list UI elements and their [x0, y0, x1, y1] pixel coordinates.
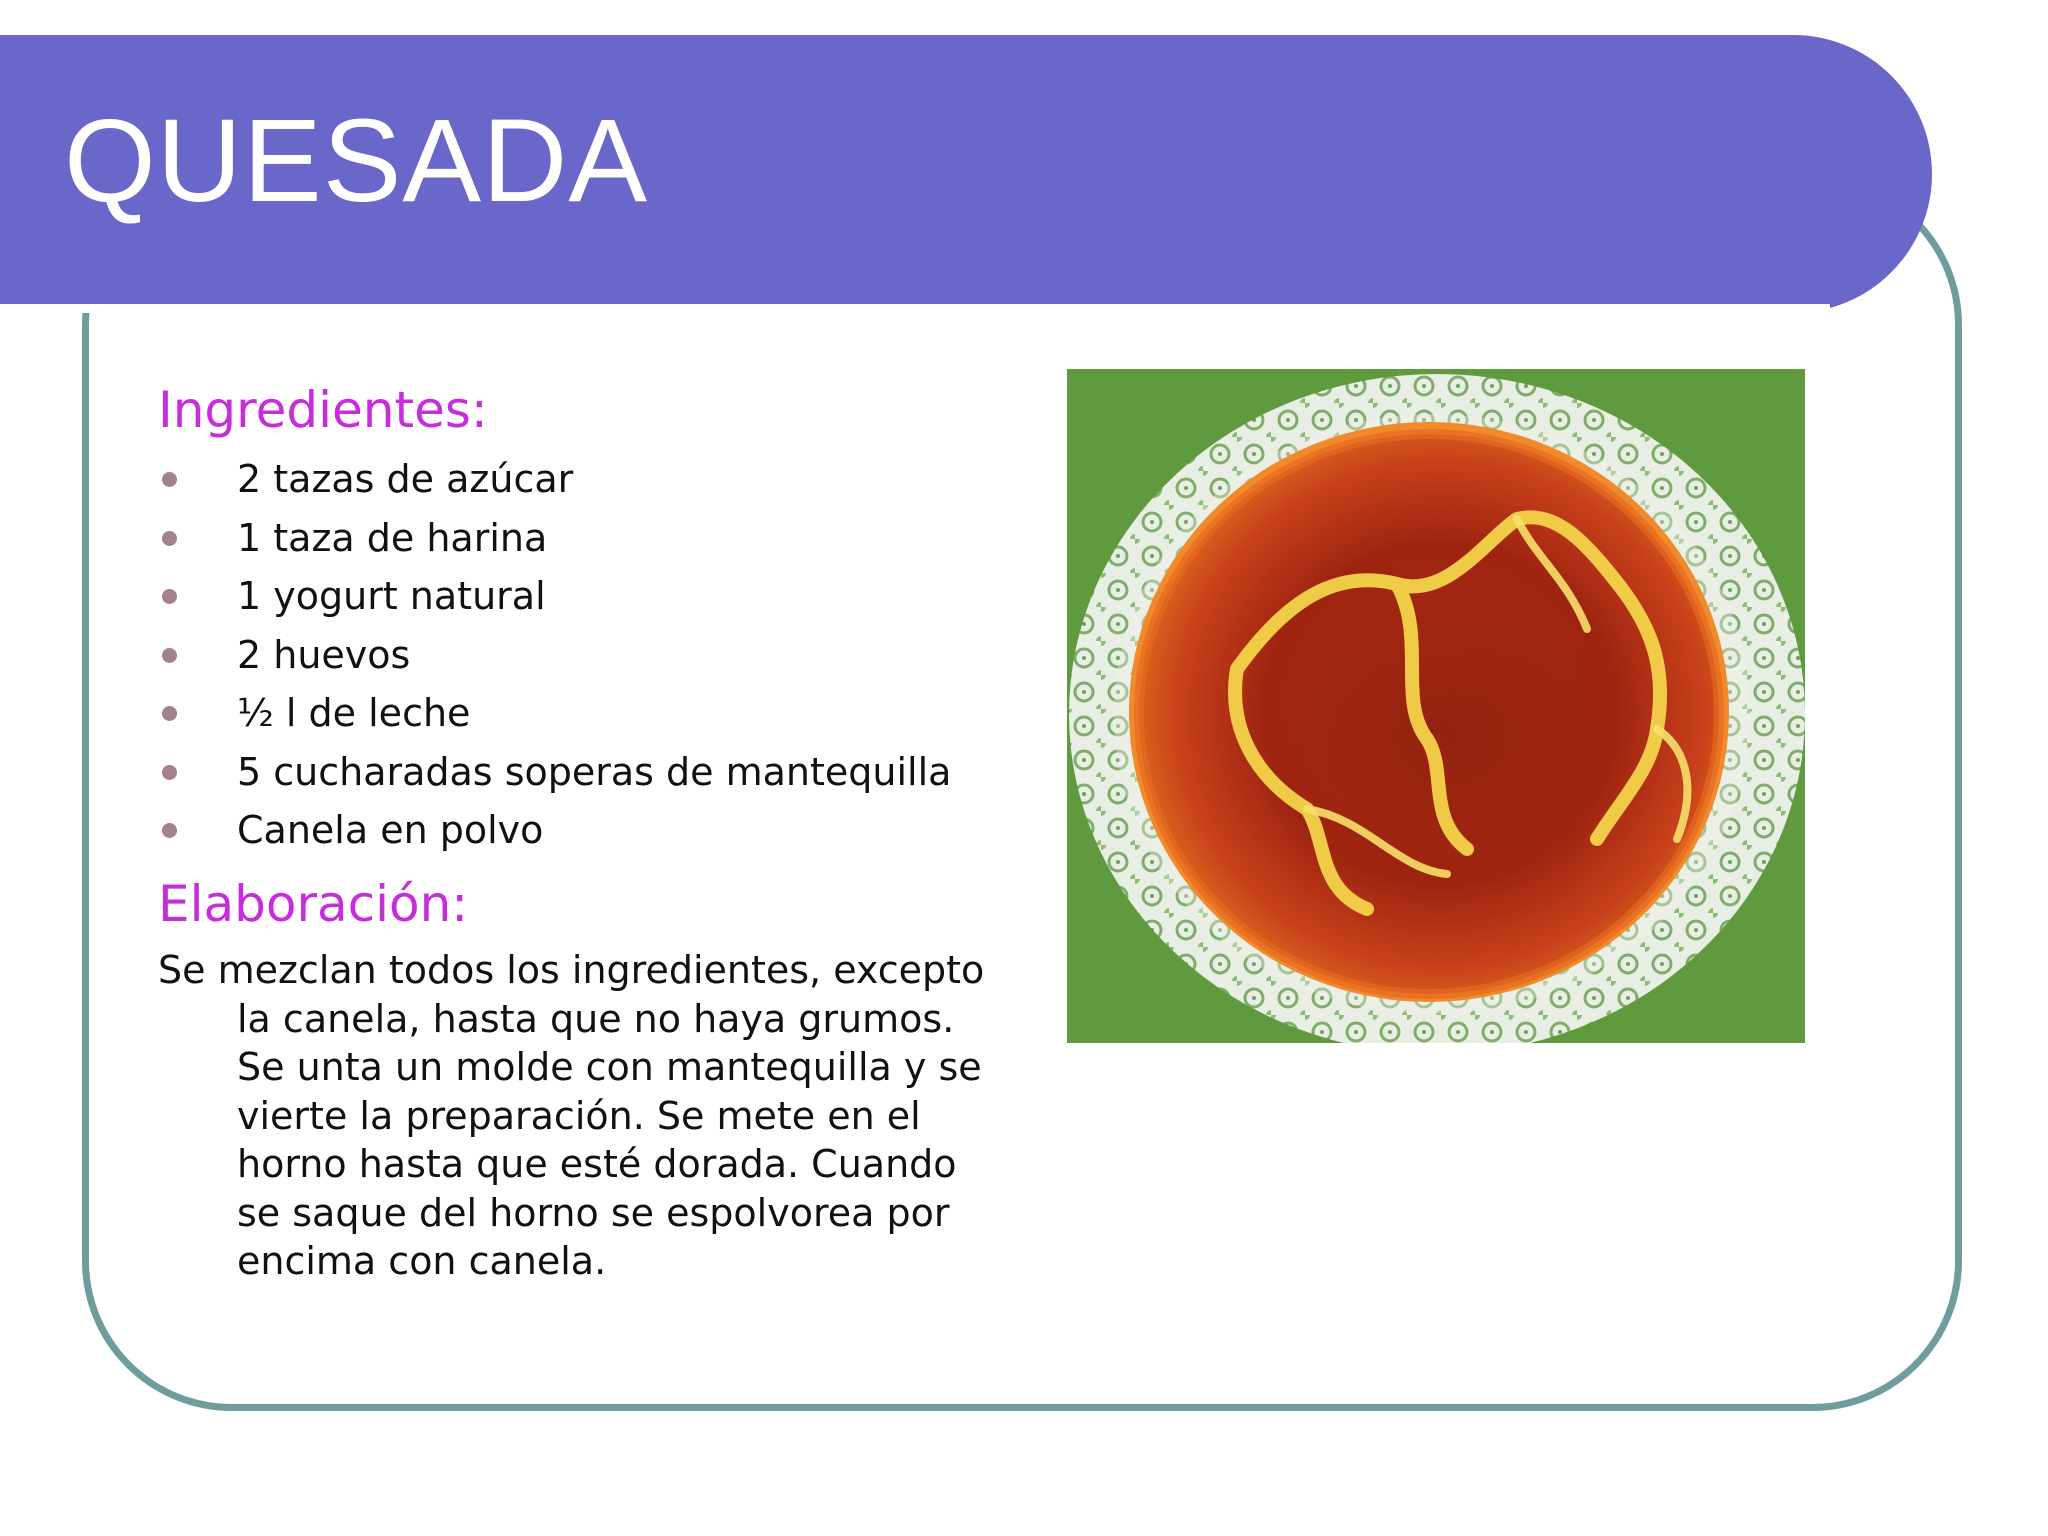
- bullet-icon: [162, 823, 177, 838]
- elaboration-text: Se mezclan todos los ingredientes, excepto la canela, hasta que no haya grumos. Se unta un molde con mantequilla y se vierte la preparación. Se mete en el horno hasta que esté dorada. Cuando se saque del horno se espolvorea por encima con canela.: [158, 948, 985, 1283]
- quesada-photo-illustration: [1067, 369, 1805, 1043]
- bullet-icon: [162, 765, 177, 780]
- ingredients-heading: Ingredientes:: [158, 381, 488, 439]
- bullet-icon: [162, 648, 177, 663]
- ingredient-text: 2 tazas de azúcar: [237, 457, 574, 501]
- bullet-icon: [162, 589, 177, 604]
- title-underline-rule: [0, 304, 1830, 313]
- ingredient-text: 1 yogurt natural: [237, 574, 546, 618]
- ingredient-text: 2 huevos: [237, 632, 411, 677]
- bullet-icon: [162, 706, 177, 721]
- bullet-icon: [162, 531, 177, 546]
- ingredient-text: Canela en polvo: [237, 808, 544, 852]
- slide-title: QUESADA: [64, 95, 649, 227]
- quesada-photo: [1067, 369, 1805, 1043]
- ingredient-text: 1 taza de harina: [237, 515, 548, 560]
- elaboration-heading: Elaboración:: [158, 875, 469, 933]
- ingredient-text: 5 cucharadas soperas de mantequilla: [237, 749, 952, 794]
- bullet-icon: [162, 472, 177, 487]
- ingredient-text: ½ l de leche: [237, 691, 471, 735]
